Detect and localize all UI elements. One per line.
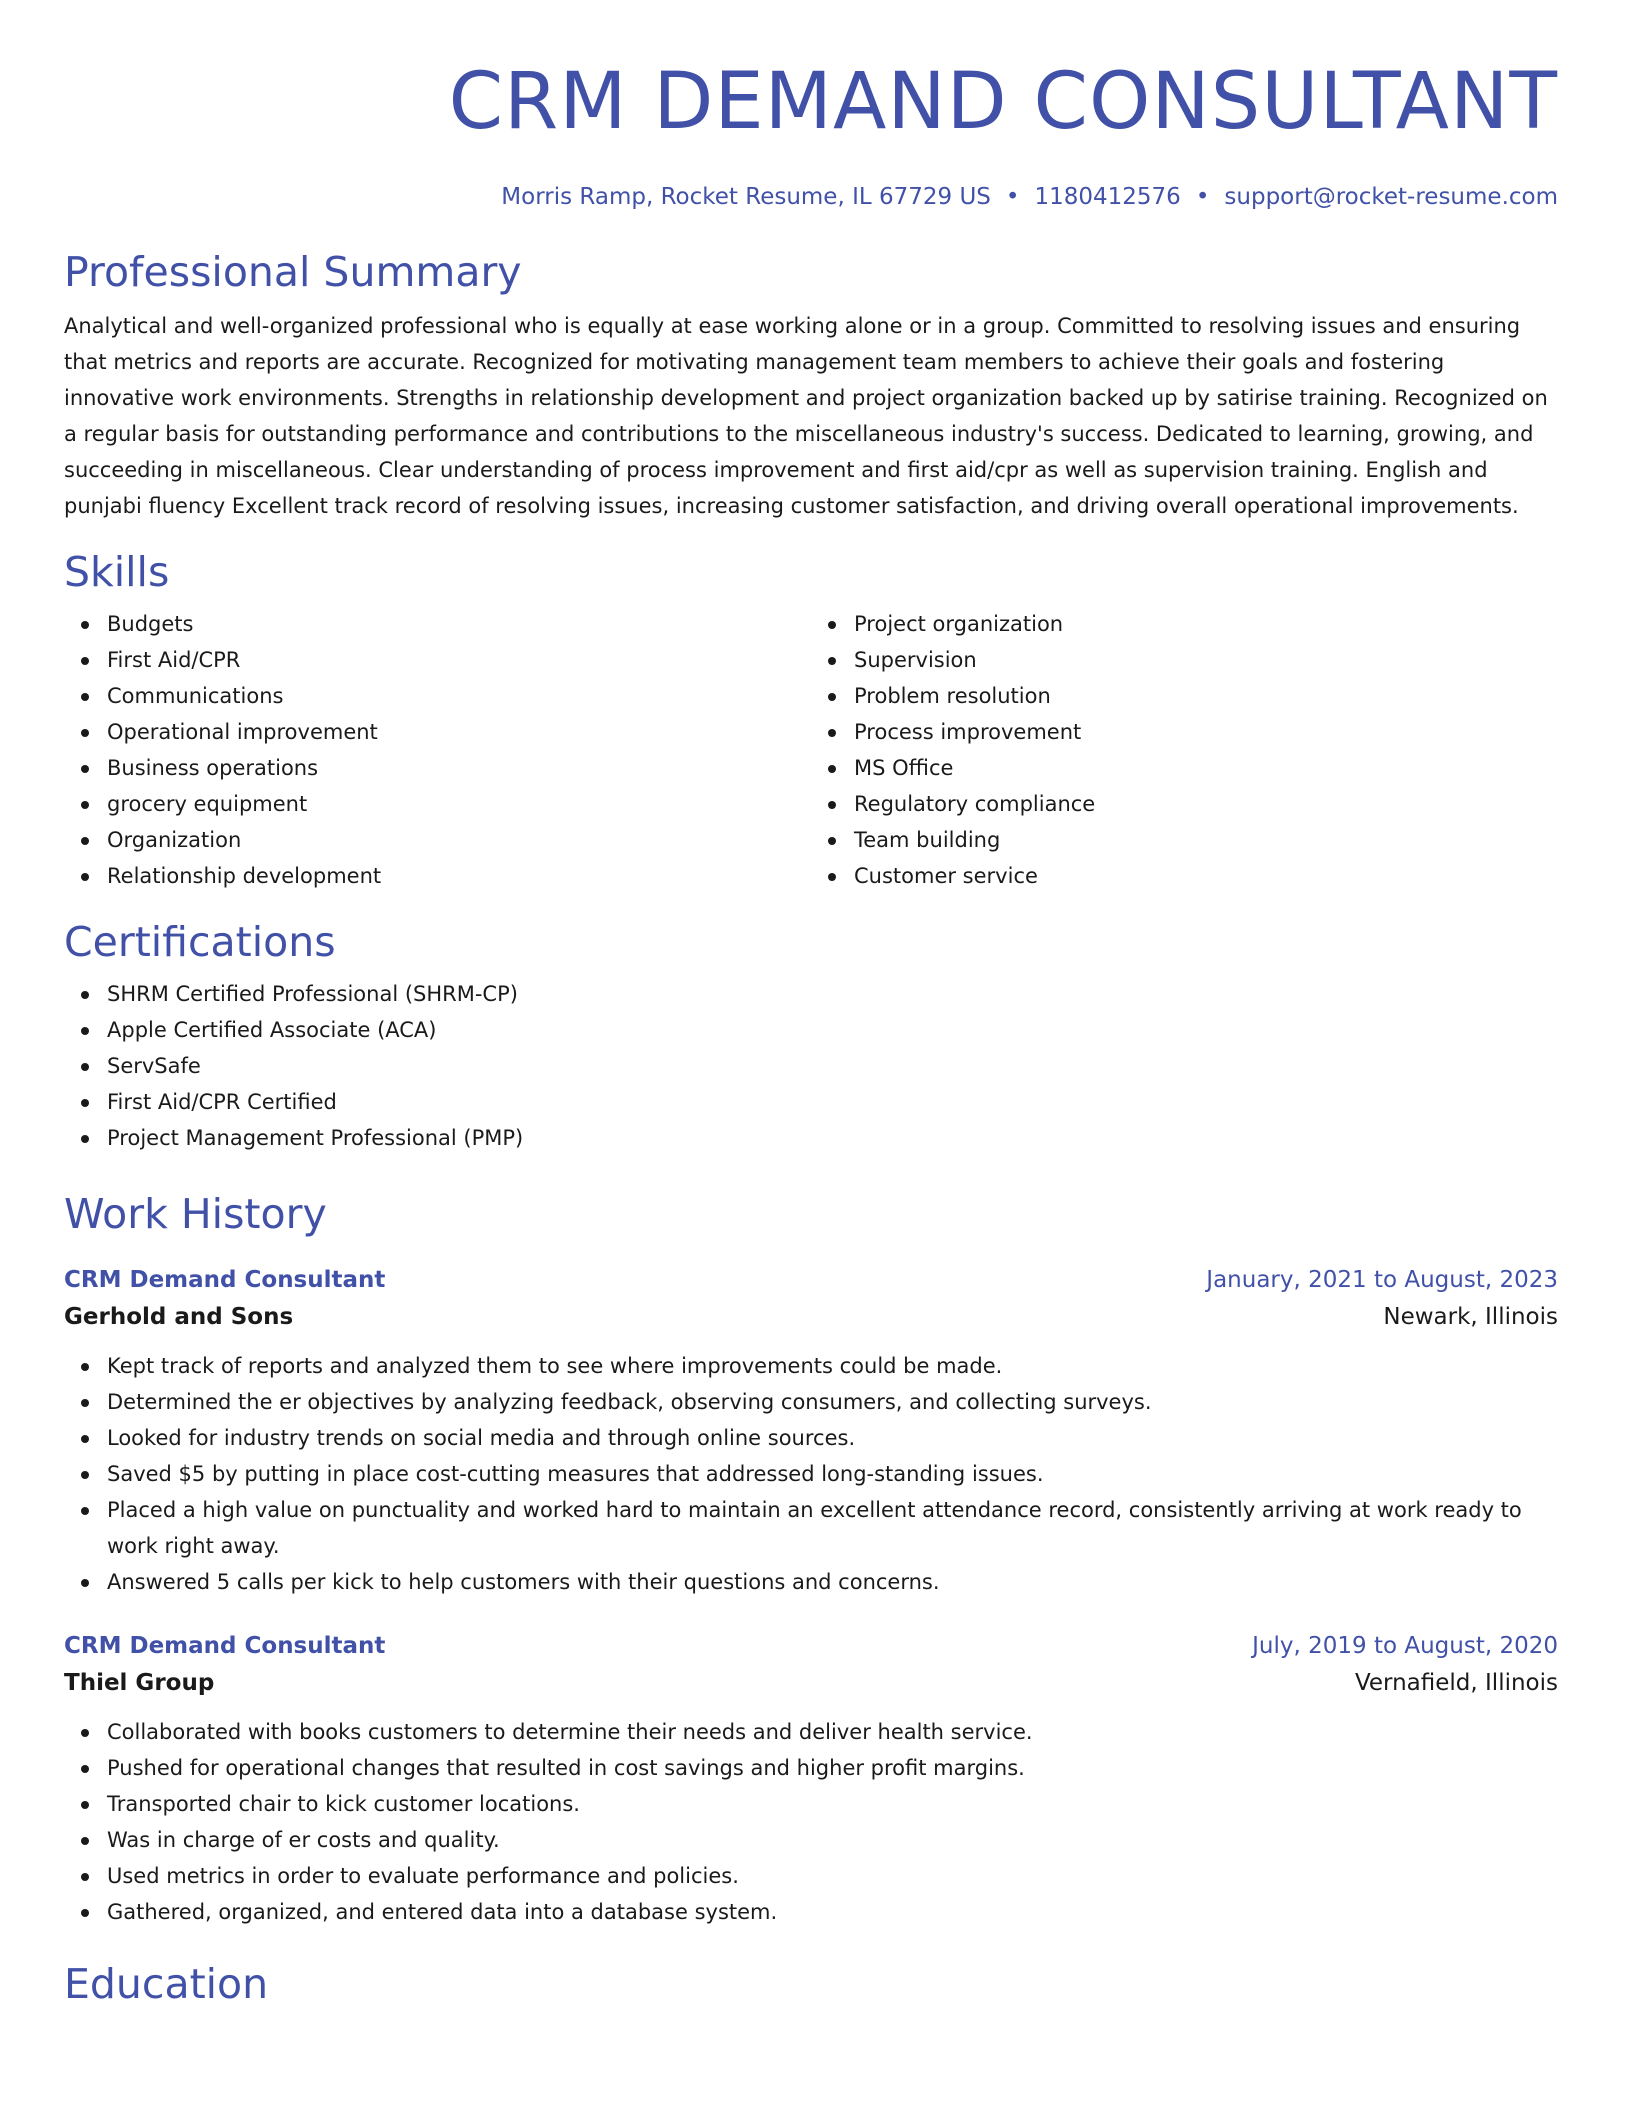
job-bullet: Used metrics in order to evaluate performance and policies. [107,1858,1558,1894]
skill-item: Customer service [854,858,1558,894]
skill-item: Operational improvement [107,714,811,750]
section-title-summary: Professional Summary [64,248,522,296]
skill-item: grocery equipment [107,786,811,822]
skill-item: Supervision [854,642,1558,678]
job-bullet: Was in charge of er costs and quality. [107,1822,1558,1858]
job-entry [64,1628,1558,1930]
skill-item: Communications [107,678,811,714]
job-header-row [64,1262,1558,1298]
job-header-row [64,1628,1558,1664]
resume-page [64,0,1558,2010]
job-bullet: Determined the er objectives by analyzing feedback, observing consumers, and collecting surveys. [107,1384,1558,1420]
job-location: Newark, Illinois [1383,1304,1558,1330]
resume-name-title: CRM DEMAND CONSULTANT [448,57,1558,147]
contact-email: support@rocket-resume.com [1224,184,1558,210]
certification-item: SHRM Certified Professional (SHRM-CP) [107,976,1558,1012]
skill-item: Problem resolution [854,678,1558,714]
job-bullet: Collaborated with books customers to determine their needs and deliver health service. [107,1714,1558,1750]
section-title-education: Education [64,1960,269,2008]
skill-item: Relationship development [107,858,811,894]
contact-phone: 1180412576 [1034,184,1181,210]
job-bullet: Transported chair to kick customer locations. [107,1786,1558,1822]
certification-item: Project Management Professional (PMP) [107,1120,1558,1156]
skills-grid [64,606,1558,894]
skill-item: Regulatory compliance [854,786,1558,822]
skills-column-left [64,606,811,894]
summary-text: Analytical and well-organized professional who is equally at ease working alone or in a group. Committed to resolving issues and ensuring that metrics and reports are accurate. Recognized for motivating management team members to achieve their goals and fostering innovative work environments. Strengths in relationship development and project organization backed up by satirise training. Recognized on a regular basis for outstanding performance and contributions to the miscellaneous industry's success. Dedicated to learning, growing, and succeeding in miscellaneous. Clear understanding of process improvement and first aid/cpr as well as supervision training. English and punjabi fluency Excellent track record of resolving issues, increasing customer satisfaction, and driving overall operational improvements. [64,314,1548,518]
certification-item: First Aid/CPR Certified [107,1084,1558,1120]
job-company-row [64,1664,1558,1702]
certification-item: Apple Certified Associate (ACA) [107,1012,1558,1048]
skill-item: First Aid/CPR [107,642,811,678]
contact-separator: • [1195,184,1210,210]
skills-column-right [811,606,1558,894]
job-title: CRM Demand Consultant [64,1633,386,1659]
job-company-row [64,1298,1558,1336]
certification-item: ServSafe [107,1048,1558,1084]
certifications-list [64,976,1558,1156]
skill-item: Team building [854,822,1558,858]
job-location: Vernafield, Illinois [1354,1670,1558,1696]
skill-item: Process improvement [854,714,1558,750]
job-bullets [64,1348,1558,1600]
job-company: Gerhold and Sons [64,1304,294,1330]
job-bullet: Saved $5 by putting in place cost-cutting measures that addressed long-standing issues. [107,1456,1558,1492]
skill-item: MS Office [854,750,1558,786]
job-bullets [64,1714,1558,1930]
contact-separator: • [1005,184,1020,210]
job-bullet: Answered 5 calls per kick to help customers with their questions and concerns. [107,1564,1558,1600]
job-bullet: Placed a high value on punctuality and worked hard to maintain an excellent attendance record, consistently arriving at work ready to work right away. [107,1492,1558,1564]
skill-item: Project organization [854,606,1558,642]
skill-item: Budgets [107,606,811,642]
job-company: Thiel Group [64,1670,215,1696]
contact-line [64,182,1558,212]
section-title-skills: Skills [64,548,170,596]
section-title-certifications: Certifications [64,918,336,966]
section-title-work-history: Work History [64,1190,327,1238]
job-bullet: Gathered, organized, and entered data into a database system. [107,1894,1558,1930]
skill-item: Business operations [107,750,811,786]
skill-item: Organization [107,822,811,858]
job-bullet: Looked for industry trends on social media and through online sources. [107,1420,1558,1456]
job-title: CRM Demand Consultant [64,1267,386,1293]
job-bullet: Kept track of reports and analyzed them to see where improvements could be made. [107,1348,1558,1384]
job-entry [64,1262,1558,1600]
job-dates: July, 2019 to August, 2020 [1252,1633,1558,1659]
job-bullet: Pushed for operational changes that resulted in cost savings and higher profit margins. [107,1750,1558,1786]
job-dates: January, 2021 to August, 2023 [1206,1267,1558,1293]
contact-address: Morris Ramp, Rocket Resume, IL 67729 US [501,184,991,210]
